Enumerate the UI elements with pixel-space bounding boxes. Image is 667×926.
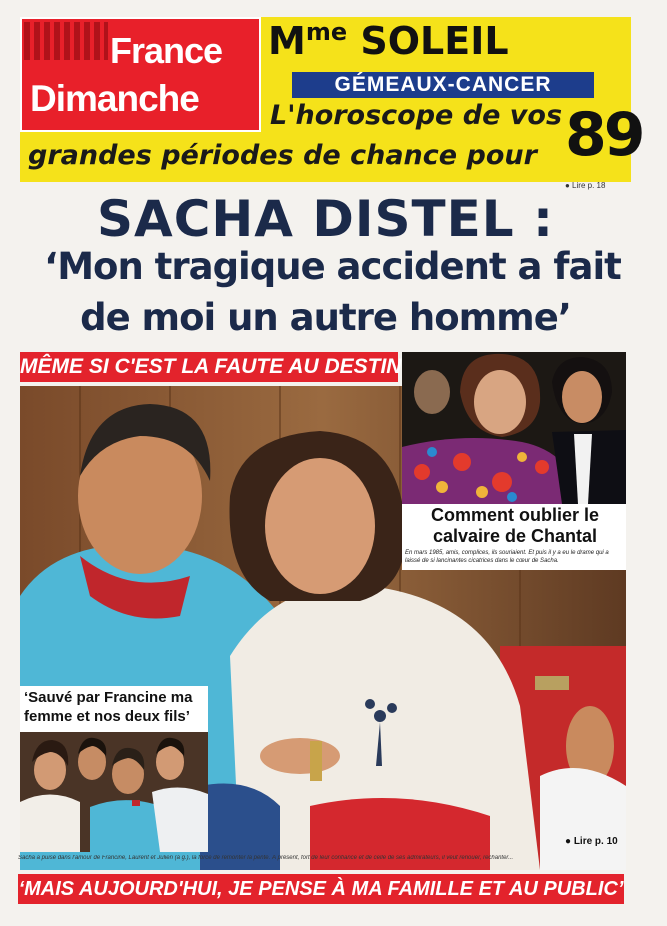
inset-chantal-illustration [402, 352, 626, 504]
inset-family-caption [24, 688, 206, 726]
inset-family-caption-line2: femme et nos deux fils’ [24, 708, 190, 725]
teaser-headline-title: M [268, 19, 306, 63]
teaser-line2: grandes périodes de chance pour [28, 140, 537, 171]
inset-chantal-title [405, 505, 625, 547]
inset-family-description: Sacha a puisé dans l'amour de Francine, Laurent et Julien (à g.), la force de remonter la pente. À présent, fort de leur confiance et de celle de ses admirateurs, il veut renouer, rechanter... [18, 855, 514, 861]
inset-chantal-title-line1: Comment oublier le [430, 505, 600, 525]
cover-headline: SACHA DISTEL : [97, 190, 554, 248]
masthead-stripes [24, 22, 108, 60]
banner-top: MÊME SI C'EST LA FAUTE AU DESTIN [20, 352, 398, 382]
teaser-headline-name: SOLEIL [347, 19, 509, 63]
banner-bottom: ‘MAIS AUJOURD'HUI, JE PENSE À MA FAMILLE ET AU PUBLIC’ [18, 874, 624, 904]
inset-chantal-description: En mars 1985, amis, complices, ils souriaient. Et puis il y a eu le drame qui a laissé de si lancinantes cicatrices dans le cœur de Sacha. [405, 550, 609, 564]
cover-quote-line1: ‘Mon tragique accident a fait [44, 245, 621, 288]
teaser-headline [268, 18, 509, 63]
cover-quote-line2: de moi un autre homme’ [80, 296, 571, 339]
teaser-line1: L'horoscope de vos [270, 100, 563, 131]
brand-name-line2: Dimanche [30, 78, 199, 119]
zodiac-signs-badge: GÉMEAUX-CANCER [292, 72, 594, 98]
teaser-year: 89 [565, 100, 643, 170]
inset-family-illustration [20, 732, 208, 852]
teaser-headline-superscript: me [305, 18, 348, 46]
inset-family-photo [20, 732, 208, 852]
inset-chantal-photo [402, 352, 626, 504]
brand-name-line1: France [110, 30, 223, 71]
teaser-page-ref: ● Lire p. 18 [565, 181, 606, 190]
cover-page-ref: ● Lire p. 10 [565, 836, 618, 847]
inset-chantal-title-line2: calvaire de Chantal [432, 526, 598, 546]
inset-family-caption-line1: ‘Sauvé par Francine ma [24, 689, 193, 706]
